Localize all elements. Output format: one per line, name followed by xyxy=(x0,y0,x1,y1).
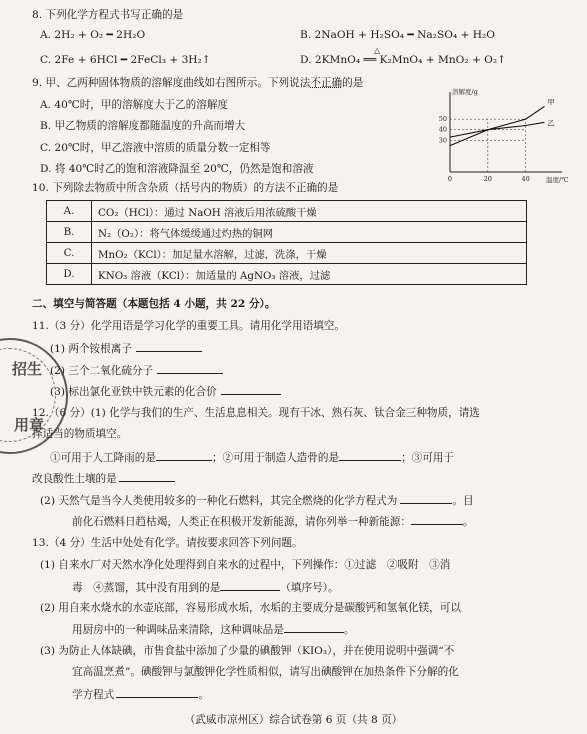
section-2-heading: 二、填空与简答题（本题包括 4 小题，共 22 分）。 xyxy=(32,298,276,310)
q10-option-key: A. xyxy=(47,201,92,222)
q13-blank-3-tail: 。 xyxy=(198,689,209,701)
q10-option-text: CO₂（HCl）：通过 NaOH 溶液后用浓硫酸干燥 xyxy=(92,201,527,222)
q12-part2-tail: 。目 xyxy=(452,495,474,507)
q8-option-d-condition: △ xyxy=(374,46,381,55)
chart-x-tick-label: 40 xyxy=(521,175,530,183)
q13-line-7 xyxy=(72,687,209,702)
q12-answer-5[interactable] xyxy=(411,514,463,525)
q10-option-key: C. xyxy=(47,243,92,264)
q12-answer-1[interactable] xyxy=(156,450,212,461)
q10-option-row xyxy=(47,201,527,222)
chart-y-tick-label: 30 xyxy=(438,136,447,145)
q9-option-d: D. 将 40℃时乙的饱和溶液降温至 20℃，仍然是饱和溶液 xyxy=(40,163,314,175)
q13-answer-3[interactable] xyxy=(116,687,198,698)
q12-answer-2[interactable] xyxy=(339,450,401,461)
q9-option-b: B. 甲乙物质的溶解度都随温度的升高而增大 xyxy=(40,120,246,132)
q10-option-text: KNO₃ 溶液（KCl）：加适量的 AgNO₃ 溶液，过滤 xyxy=(92,264,527,285)
q13-answer-1[interactable] xyxy=(220,580,280,591)
q12-new-energy-label: 前化石燃料日趋枯竭，人类正在积极开发新能源，请你列举一种新能源： xyxy=(72,516,411,528)
q12-answer-4[interactable] xyxy=(400,493,452,504)
q12-blank-3-label-cont: 改良酸性土壤的是 xyxy=(32,473,117,485)
q13-line-3: (2) 用自来水烧水的水壶底部，容易形成水垢，水垢的主要成分是碳酸钙和氢氧化镁，可以 xyxy=(40,602,461,614)
q11-item-1-label: (1) 两个铵根离子 xyxy=(50,343,132,355)
q9-stem-emphasis: 不正确 xyxy=(310,77,343,89)
chart-series-line xyxy=(450,122,545,137)
q10-option-row xyxy=(47,264,527,285)
q13-blank-3-label: 学方程式 xyxy=(72,689,115,701)
q12-line-3 xyxy=(50,450,454,465)
q9-option-a: A. 40℃时，甲的溶解度大于乙的溶解度 xyxy=(40,99,229,111)
q8-option-b: B. 2NaOH + H₂SO₄ ━ Na₂SO₄ + H₂O xyxy=(300,29,495,41)
q13-blank-1-tail: （填序号）。 xyxy=(280,582,339,594)
chart-x-tick-label: 20 xyxy=(483,175,492,183)
q13-line-6: 宜高温烹煮”。碘酸钾与氯酸钾化学性质相似，请写出碘酸钾在加热条件下分解的化 xyxy=(72,666,459,678)
q11-item-2-label: (2) 三个二氧化硫分子 xyxy=(50,365,154,377)
q9-stem-part1: 9. 甲、乙两种固体物质的溶解度曲线如右图所示。下列说法 xyxy=(32,77,311,89)
q10-options-table xyxy=(46,200,527,285)
q11-answer-1[interactable] xyxy=(136,341,202,352)
q10-option-text: N₂（O₂）：将气体缓缓通过灼热的铜网 xyxy=(92,222,527,243)
chart-series-line xyxy=(450,106,545,145)
admission-seal-text-top: 招生 xyxy=(12,360,43,378)
q13-line-1: (1) 自来水厂对天然水净化处理得到自来水的过程中，下列操作：①过滤 ②吸附 ③消 xyxy=(40,559,451,571)
q10-option-key: B. xyxy=(47,222,92,243)
solubility-chart xyxy=(430,88,578,186)
q12-new-energy-tail: 。 xyxy=(463,516,474,528)
chart-y-tick-label: 40 xyxy=(438,125,447,134)
q11-item-3-label: (3) 标出氯化亚铁中铁元素的化合价 xyxy=(50,386,217,398)
q13-line-5: (3) 为防止人体缺碘，市售食盐中添加了少量的碘酸钾（KIO₃），并在使用说明中强调“不 xyxy=(40,645,455,657)
q8-option-c: C. 2Fe + 6HCl ━ 2FeCl₃ + 3H₂↑ xyxy=(40,54,211,66)
q10-option-text: MnO₂（KCl）：加足量水溶解，过滤，洗涤，干燥 xyxy=(92,243,527,264)
q12-line-5 xyxy=(40,493,474,508)
q13-blank-2-tail: 。 xyxy=(343,624,355,636)
q12-line-2: 择适当的物质填空。 xyxy=(32,428,128,440)
q13-line-2 xyxy=(72,580,339,595)
q10-stem: 10. 下列除去物质中所含杂质（括号内的物质）的方法不正确的是 xyxy=(32,182,339,194)
q10-option-key: D. xyxy=(47,264,92,285)
q10-option-row xyxy=(47,243,527,264)
q11-answer-2[interactable] xyxy=(157,363,223,374)
chart-y-label: 溶解度/g xyxy=(452,88,478,96)
chart-x-label: 温度/℃ xyxy=(546,176,569,184)
q8-stem: 8. 下列化学方程式书写正确的是 xyxy=(32,9,184,21)
q12-blank-3-label: ；③可用于 xyxy=(401,452,455,464)
q12-line-4 xyxy=(32,471,175,486)
q11-item-2 xyxy=(50,363,223,378)
q12-line-6 xyxy=(72,514,474,529)
q9-stem-part2: 的是 xyxy=(342,77,364,89)
q11-item-3 xyxy=(50,384,281,399)
chart-x-tick-label: 0 xyxy=(447,175,453,183)
q10-option-row xyxy=(47,222,527,243)
chart-series-label: 乙 xyxy=(547,119,555,128)
q13-blank-1-label: 毒 ④蒸馏，其中没有用到的是 xyxy=(72,582,221,594)
q12-answer-3[interactable] xyxy=(119,471,175,482)
q12-blank-2-label: ；②可用于制造人造骨的是 xyxy=(211,452,340,464)
page-footer: （武威市凉州区）综合试卷第 6 页（共 8 页） xyxy=(184,714,403,726)
q12-blank-1-label: ①可用于人工降雨的是 xyxy=(50,452,156,464)
chart-y-tick-label: 50 xyxy=(438,115,447,124)
q13-line-4 xyxy=(72,622,354,637)
q12-line-1: 12.（6 分）(1) 化学与我们的生产、生活息息相关。现有干冰、熟石灰、钛合金三种物质，请选 xyxy=(32,407,480,419)
chart-series-label: 甲 xyxy=(547,98,555,107)
admission-seal-text-bottom: 用章 xyxy=(14,416,45,434)
q13-blank-2-label: 用厨房中的一种调味品来清除，这种调味品是 xyxy=(72,624,284,636)
q9-option-c: C. 20℃时，甲乙溶液中溶质的质量分数一定相等 xyxy=(40,142,271,154)
q12-part2-label: (2) 天然气是当今人类使用较多的一种化石燃料，其完全燃烧的化学方程式为 xyxy=(40,495,398,507)
q11-stem: 11.（3 分）化学用语是学习化学的重要工具。请用化学用语填空。 xyxy=(32,320,345,332)
q8-option-d: D. 2KMnO₄ ══ K₂MnO₄ + MnO₂ + O₂↑ xyxy=(300,54,506,66)
q13-answer-2[interactable] xyxy=(284,622,344,633)
q13-stem: 13.（4 分）生活中处处有化学。请按要求回答下列问题。 xyxy=(32,537,303,549)
q11-item-1 xyxy=(50,341,202,356)
q9-stem xyxy=(32,76,363,90)
q8-option-a: A. 2H₂ + O₂ ━ 2H₂O xyxy=(40,29,146,41)
q11-answer-3[interactable] xyxy=(221,384,281,395)
